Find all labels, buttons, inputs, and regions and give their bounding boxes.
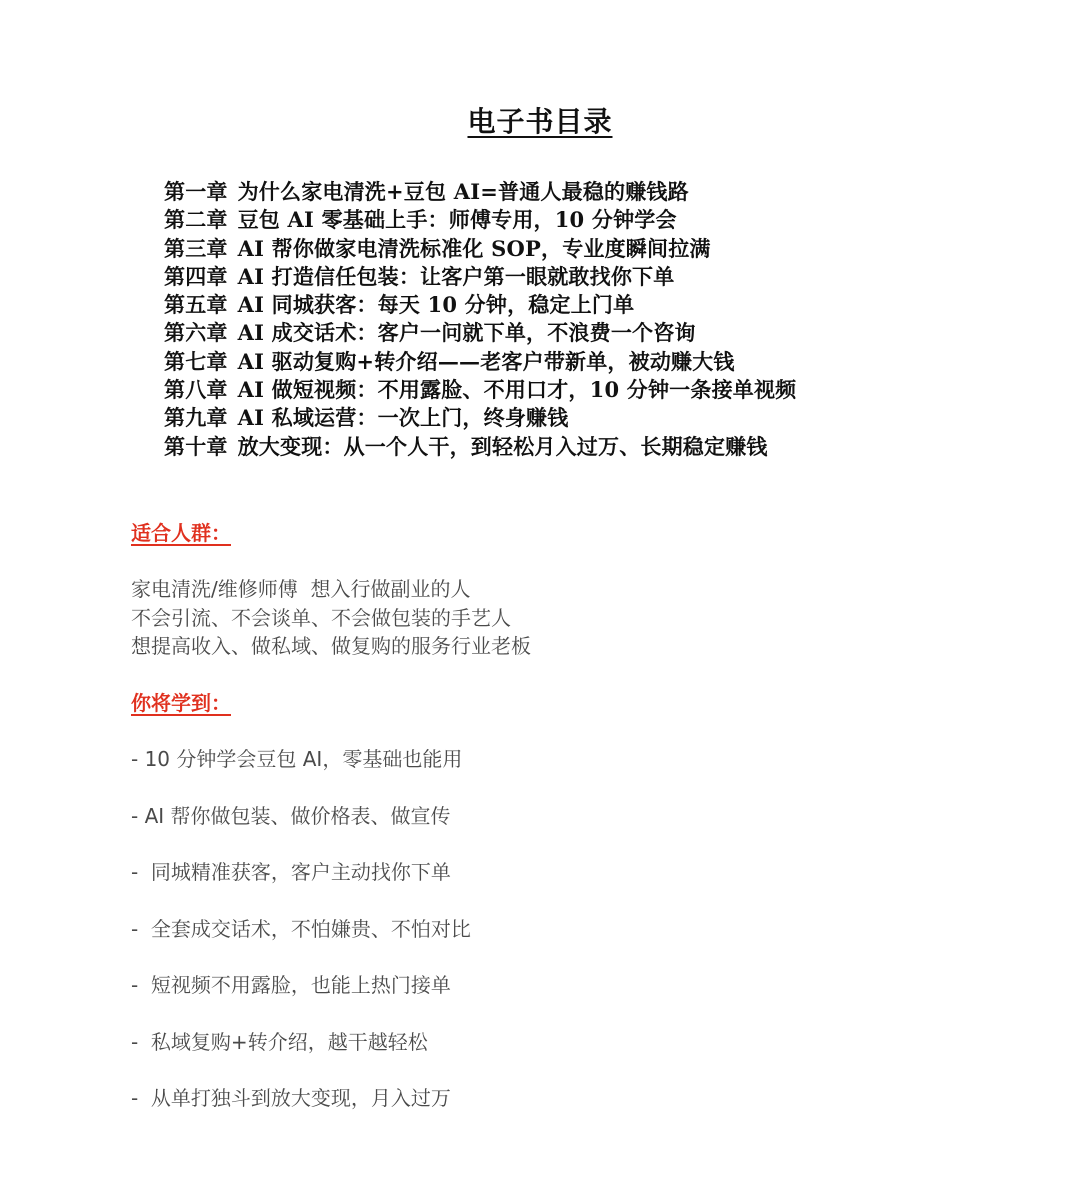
learn-heading: 你将学到： <box>131 691 231 715</box>
chapter-number: 第三章 <box>164 235 228 261</box>
chapter-title: 为什么家电清洗+豆包 AI=普通人最稳的赚钱路 <box>237 179 689 204</box>
chapter-title: AI 帮你做家电清洗标准化 SOP，专业度瞬间拉满 <box>237 235 711 261</box>
audience-item: 不会引流、不会谈单、不会做包装的手艺人 <box>131 605 511 630</box>
toc-chapter-8 <box>164 376 796 404</box>
document-title: 电子书目录 <box>467 105 613 138</box>
chapter-title: AI 驱动复购+转介绍——老客户带新单，被动赚大钱 <box>237 348 735 374</box>
table-of-contents <box>164 178 796 461</box>
toc-chapter-6 <box>164 319 796 347</box>
chapter-title: AI 同城获客：每天 10 分钟，稳定上门单 <box>237 292 635 318</box>
toc-chapter-5 <box>164 291 796 319</box>
chapter-title: 放大变现：从一个人干，到轻松月入过万、长期稳定赚钱 <box>237 433 768 459</box>
learn-item: - 从单打独斗到放大变现，月入过万 <box>131 1086 451 1110</box>
learn-item: - AI 帮你做包装、做价格表、做宣传 <box>131 803 451 828</box>
chapter-title: AI 打造信任包装：让客户第一眼就敢找你下单 <box>237 263 675 289</box>
audience-list <box>131 575 531 661</box>
chapter-title: AI 私域运营：一次上门，终身赚钱 <box>237 405 569 431</box>
chapter-number: 第一章 <box>164 179 228 204</box>
chapter-number: 第六章 <box>164 320 228 346</box>
chapter-number: 第五章 <box>164 292 228 318</box>
chapter-number: 第十章 <box>164 433 228 459</box>
chapter-title: 豆包 AI 零基础上手：师傅专用，10 分钟学会 <box>237 207 677 233</box>
learn-item: - 私域复购+转介绍，越干越轻松 <box>131 1029 428 1054</box>
learn-item: - 同城精准获客，客户主动找你下单 <box>131 860 451 884</box>
toc-chapter-3 <box>164 235 796 263</box>
chapter-number: 第二章 <box>164 207 228 233</box>
chapter-number: 第八章 <box>164 377 228 403</box>
audience-item: 家电清洗/维修师傅 想入行做副业的人 <box>131 577 471 601</box>
chapter-number: 第四章 <box>164 263 228 289</box>
audience-item: 想提高收入、做私域、做复购的服务行业老板 <box>131 634 531 658</box>
learn-item: - 全套成交话术，不怕嫌贵、不怕对比 <box>131 916 471 941</box>
toc-chapter-4 <box>164 263 796 291</box>
toc-chapter-10 <box>164 433 796 461</box>
toc-chapter-1 <box>164 178 796 206</box>
toc-chapter-2 <box>164 206 796 234</box>
chapter-number: 第七章 <box>164 348 228 374</box>
audience-heading: 适合人群： <box>131 521 231 545</box>
toc-chapter-9 <box>164 404 796 432</box>
learn-list <box>131 745 471 1141</box>
learn-item: - 10 分钟学会豆包 AI，零基础也能用 <box>131 747 463 771</box>
chapter-title: AI 成交话术：客户一问就下单，不浪费一个咨询 <box>237 320 696 346</box>
learn-item: - 短视频不用露脸，也能上热门接单 <box>131 973 451 997</box>
chapter-title: AI 做短视频：不用露脸、不用口才，10 分钟一条接单视频 <box>237 377 797 403</box>
chapter-number: 第九章 <box>164 405 228 431</box>
toc-chapter-7 <box>164 348 796 376</box>
